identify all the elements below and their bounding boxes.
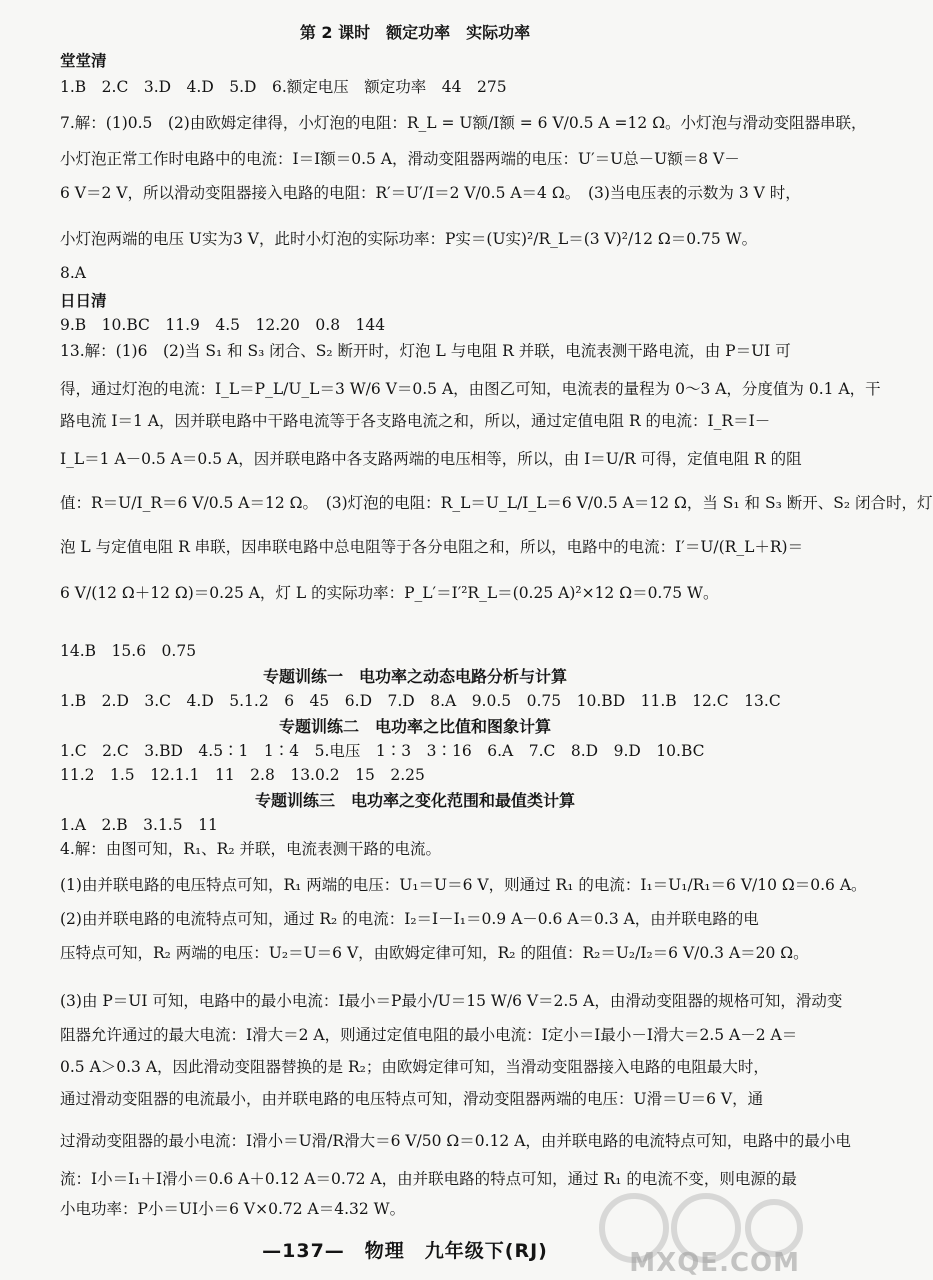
answer-line-8: 8.A [60, 264, 86, 282]
answer-line-13c: 路电流 I＝1 A，因并联电路中干路电流等于各支路电流之和，所以，通过定值电阻 R 的电流：I_R＝I－ [60, 412, 771, 430]
answer-line-4-3f: 流：I小＝I₁＋I滑小＝0.6 A＋0.12 A＝0.72 A，由并联电路的特点可知，通过 R₁ 的电流不变，则电源的最 [60, 1170, 797, 1188]
answer-line-4-3a: (3)由 P＝UI 可知，电路中的最小电流：I最小＝P最小/U＝15 W/6 V＝2.5 A，由滑动变阻器的规格可知，滑动变 [60, 992, 843, 1010]
answer-line-13f: 泡 L 与定值电阻 R 串联，因串联电路中总电阻等于各分电阻之和，所以，电路中的电流：I′＝U/(R_L＋R)＝ [60, 538, 804, 556]
watermark-text: MXQE.COM [629, 1248, 800, 1278]
answer-line-4-1: (1)由并联电路的电压特点可知，R₁ 两端的电压：U₁＝U＝6 V，则通过 R₁ 的电流：I₁＝U₁/R₁＝6 V/10 Ω＝0.6 A。 [60, 876, 867, 894]
section-tangtangqing: 堂堂清 [60, 52, 107, 70]
answer-line-4-3e: 过滑动变阻器的最小电流：I滑小＝U滑/R滑大＝6 V/50 Ω＝0.12 A，由并联电路的电流特点可知，电路中的最小电 [60, 1132, 851, 1150]
answer-line-9: 9.B 10.BC 11.9 4.5 12.20 0.8 144 [60, 316, 386, 334]
answer-line-13a: 13.解：(1)6 (2)当 S₁ 和 S₃ 闭合、S₂ 断开时，灯泡 L 与电阻 R 并联，电流表测干路电流，由 P＝UI 可 [60, 342, 791, 360]
page-footer: —137— 物理 九年级下(RJ) [262, 1240, 548, 1262]
answer-line-4-2a: (2)由并联电路的电流特点可知，通过 R₂ 的电流：I₂＝I－I₁＝0.9 A－0.6 A＝0.3 A，由并联电路的电 [60, 910, 759, 928]
answer-line-4: 4.解：由图可知，R₁、R₂ 并联，电流表测干路的电流。 [60, 840, 441, 858]
answer-line-7c: 6 V＝2 V，所以滑动变阻器接入电路的电阻：R′＝U′/I＝2 V/0.5 A＝4 Ω。 (3)当电压表的示数为 3 V 时， [60, 184, 801, 202]
answer-line-4-3g: 小电功率：P小＝UI小＝6 V×0.72 A＝4.32 W。 [60, 1200, 406, 1218]
answer-line-1: 1.B 2.C 3.D 4.D 5.D 6.额定电压 额定功率 44 275 [60, 78, 507, 96]
answer-line-4-2b: 压特点可知，R₂ 两端的电压：U₂＝U＝6 V，由欧姆定律可知，R₂ 的阻值：R₂＝U₂/I₂＝6 V/0.3 A＝20 Ω。 [60, 944, 809, 962]
answer-line-13b: 得，通过灯泡的电流：I_L＝P_L/U_L＝3 W/6 V＝0.5 A，由图乙可知，电流表的量程为 0～3 A，分度值为 0.1 A，干 [60, 380, 881, 398]
topic-training-1-answers: 1.B 2.D 3.C 4.D 5.1.2 6 45 6.D 7.D 8.A 9.0.5 0.75 10.BD 11.B 12.C 13.C [60, 692, 781, 710]
answer-line-7b: 小灯泡正常工作时电路中的电流：I＝I额＝0.5 A，滑动变阻器两端的电压：U′＝U总－U额＝8 V－ [60, 150, 740, 168]
answer-line-13d: I_L＝1 A－0.5 A＝0.5 A，因并联电路中各支路两端的电压相等，所以，由 I＝U/R 可得，定值电阻 R 的阻 [60, 450, 802, 468]
topic-training-2-answers-a: 1.C 2.C 3.BD 4.5∶1 1∶4 5.电压 1∶3 3∶16 6.A 7.C 8.D 9.D 10.BC [60, 742, 705, 760]
answer-line-4-3c: 0.5 A＞0.3 A，因此滑动变阻器替换的是 R₂；由欧姆定律可知，当滑动变阻器接入电路的电阻最大时， [60, 1058, 769, 1076]
lesson-title: 第 2 课时 额定功率 实际功率 [299, 23, 531, 42]
answer-line-4-3b: 阻器允许通过的最大电流：I滑大＝2 A，则通过定值电阻的最小电流：I定小＝I最小－I滑大＝2.5 A－2 A＝ [60, 1026, 798, 1044]
answer-line-7d: 小灯泡两端的电压 U实为3 V，此时小灯泡的实际功率：P实＝(U实)²/R_L＝(3 V)²/12 Ω＝0.75 W。 [60, 230, 758, 248]
topic-training-3-title: 专题训练三 电功率之变化范围和最值类计算 [254, 791, 575, 810]
topic-training-2-title: 专题训练二 电功率之比值和图象计算 [278, 717, 551, 736]
section-ririqing: 日日清 [60, 292, 107, 310]
topic-training-2-answers-b: 11.2 1.5 12.1.1 11 2.8 13.0.2 15 2.25 [60, 766, 425, 784]
answer-line-13e: 值：R＝U/I_R＝6 V/0.5 A＝12 Ω。 (3)灯泡的电阻：R_L＝U_L/I_L＝6 V/0.5 A＝12 Ω，当 S₁ 和 S₃ 断开、S₂ 闭合时，灯 [60, 494, 933, 512]
answer-line-14: 14.B 15.6 0.75 [60, 642, 197, 660]
answer-line-7a: 7.解：(1)0.5 (2)由欧姆定律得，小灯泡的电阻：R_L = U额/I额 = 6 V/0.5 A =12 Ω。小灯泡与滑动变阻器串联， [60, 114, 867, 132]
answer-line-4-3d: 通过滑动变阻器的电流最小，由并联电路的电压特点可知，滑动变阻器两端的电压：U滑＝U＝6 V，通 [60, 1090, 764, 1108]
topic-training-3-answers: 1.A 2.B 3.1.5 11 [60, 816, 218, 834]
answer-line-13g: 6 V/(12 Ω＋12 Ω)＝0.25 A，灯 L 的实际功率：P_L′＝I′²R_L＝(0.25 A)²×12 Ω＝0.75 W。 [60, 584, 719, 602]
topic-training-1-title: 专题训练一 电功率之动态电路分析与计算 [262, 667, 567, 686]
